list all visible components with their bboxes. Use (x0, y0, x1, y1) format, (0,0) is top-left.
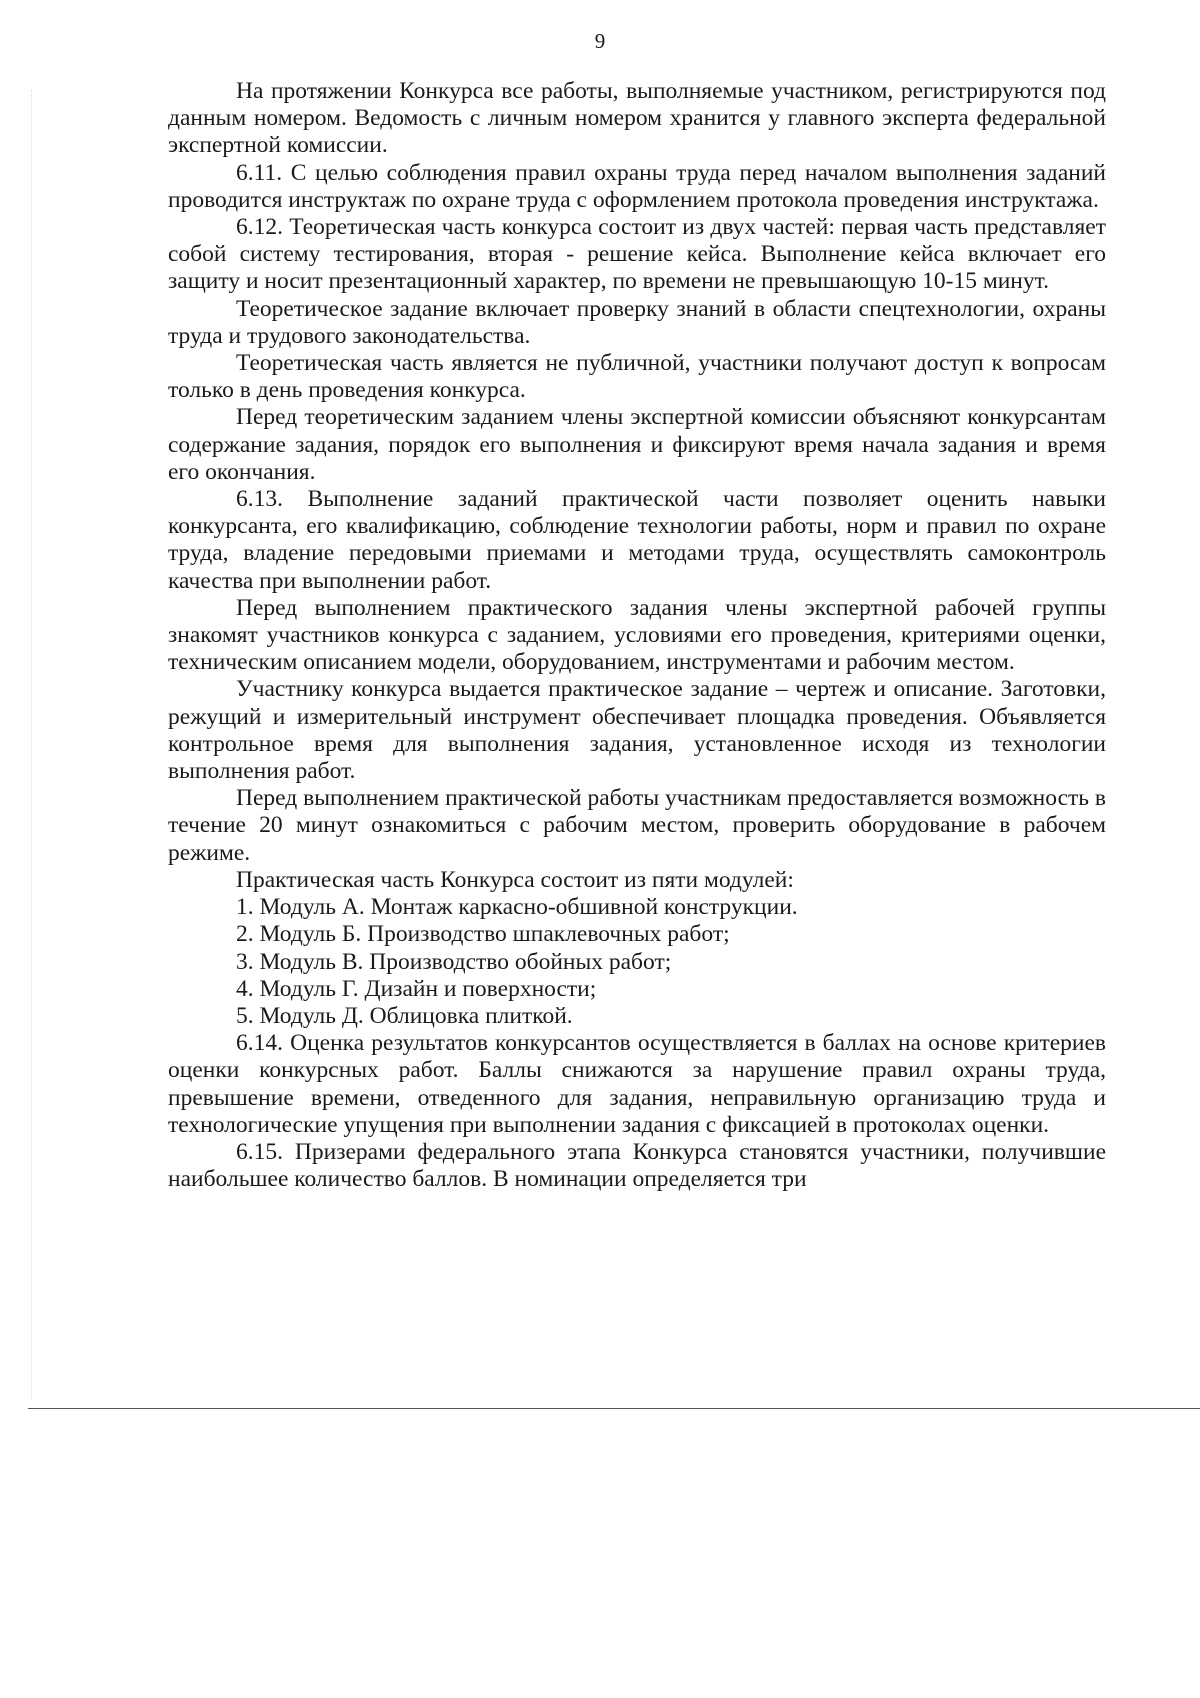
paragraph-6-13: 6.13. Выполнение заданий практической части позволяет оценить навыки конкурсанта, его квалификацию, соблюдение технологии работы, норм и правил по охране труда, владение передовыми приемами и методами труда, осуществлять самоконтроль качества при выполнении работ. (168, 486, 1106, 594)
body-text (168, 78, 1106, 1193)
modules-list (168, 894, 1106, 1030)
paragraph-practice-intro: Перед выполнением практического задания члены экспертной рабочей группы знакомят участников конкурса с заданием, условиями его проведения, критериями оценки, техническим описанием модели, оборудованием, инструментами и рабочим местом. (168, 594, 1106, 676)
page-number: 9 (594, 29, 606, 53)
paragraph-6-14: 6.14. Оценка результатов конкурсантов осуществляется в баллах на основе критериев оценки конкурсных работ. Баллы снижаются за нарушение правил охраны труда, превышение времени, отведенного для задания, неправильную организацию труда и технологические упущения при выполнении задания с фиксацией в протоколах оценки. (168, 1030, 1106, 1138)
paragraph-theory-task: Теоретическое задание включает проверку знаний в области спецтехнологии, охраны труда и трудового законодательства. (168, 295, 1106, 349)
paragraph-6-11: 6.11. С целью соблюдения правил охраны труда перед началом выполнения заданий проводится инструктаж по охране труда с оформлением протокола проведения инструктажа. (168, 159, 1106, 213)
paragraph-modules-intro: Практическая часть Конкурса состоит из пяти модулей: (236, 866, 794, 893)
paragraph-practice-familiarize: Перед выполнением практической работы участникам предоставляется возможность в течение 20 минут ознакомиться с рабочим местом, проверить оборудование в рабочем режиме. (168, 785, 1106, 866)
list-item-module-d: 5. Модуль Д. Облицовка плиткой. (236, 1002, 573, 1029)
list-item-module-a: 1. Модуль А. Монтаж каркасно-обшивной конструкции. (236, 894, 798, 921)
paragraph-practice-task: Участнику конкурса выдается практическое задание – чертеж и описание. Заготовки, режущий и измерительный инструмент обеспечивает площадка проведения. Объявляется контрольное время для выполнения задания, установленное исходя из технологии выполнения работ. (168, 676, 1106, 785)
list-item-module-g: 4. Модуль Г. Дизайн и поверхности; (236, 975, 597, 1002)
list-item-module-v: 3. Модуль В. Производство обойных работ; (236, 948, 672, 975)
paragraph-theory-private: Теоретическая часть является не публичной, участники получают доступ к вопросам только в день проведения конкурса. (168, 350, 1106, 404)
paragraph-6-12: 6.12. Теоретическая часть конкурса состоит из двух частей: первая часть представляет собой систему тестирования, вторая - решение кейса. Выполнение кейса включает его защиту и носит презентационный характер, по времени не превышающую 10-15 минут. (168, 214, 1106, 295)
scan-edge-line (31, 90, 32, 1400)
paragraph-theory-briefing: Перед теоретическим заданием члены экспертной комиссии объясняют конкурсантам содержание задания, порядок его выполнения и фиксируют время начала задания и время его окончания. (168, 404, 1106, 485)
paragraph-6-15: 6.15. Призерами федерального этапа Конкурса становятся участники, получившие наибольшее количество баллов. В номинации определяется три (168, 1138, 1106, 1193)
list-item-module-b: 2. Модуль Б. Производство шпаклевочных работ; (236, 921, 730, 948)
paragraph-registration: На протяжении Конкурса все работы, выполняемые участником, регистрируются под данным номером. Ведомость с личным номером хранится у главного эксперта федеральной экспертной комиссии. (168, 78, 1106, 159)
bottom-rule (28, 1408, 1200, 1409)
